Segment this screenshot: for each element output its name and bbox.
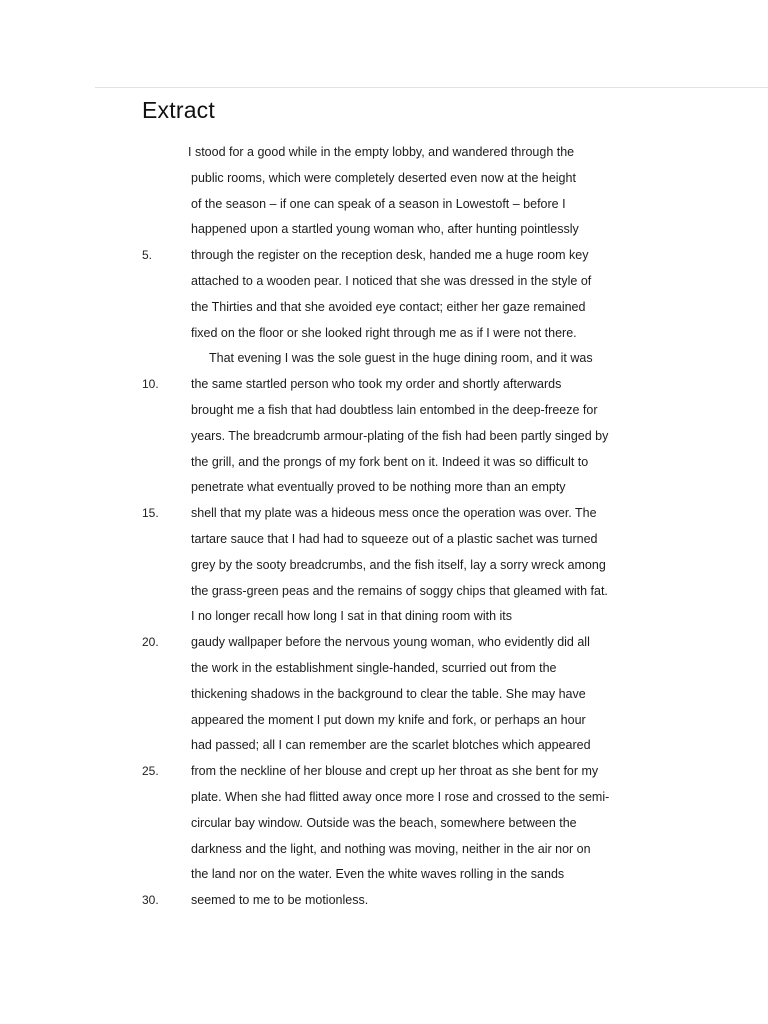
line-text: from the neckline of her blouse and crept up her throat as she bent for my: [191, 764, 599, 778]
line-text: tartare sauce that I had had to squeeze out of a plastic sachet was turned: [191, 532, 598, 546]
text-line: [0, 606, 768, 626]
line-text: shell that my plate was a hideous mess once the operation was over. The: [191, 506, 597, 520]
text-line: [0, 787, 768, 807]
line-text: thickening shadows in the background to clear the table. She may have: [191, 687, 586, 701]
line-number: 10.: [142, 377, 159, 391]
page-title: Extract: [142, 97, 215, 123]
line-number: 5.: [142, 248, 153, 262]
line-text: brought me a fish that had doubtless lain entombed in the deep-freeze for: [191, 403, 598, 417]
line-text: grey by the sooty breadcrumbs, and the fish itself, lay a sorry wreck among: [191, 558, 606, 572]
text-line: [0, 219, 768, 239]
text-line: [0, 477, 768, 497]
line-text: fixed on the floor or she looked right through me as if I were not there.: [191, 326, 577, 340]
line-text: had passed; all I can remember are the scarlet blotches which appeared: [191, 738, 591, 752]
line-number: 20.: [142, 635, 159, 649]
line-text: darkness and the light, and nothing was moving, neither in the air nor on: [191, 842, 591, 856]
line-text: public rooms, which were completely deserted even now at the height: [191, 171, 576, 185]
line-text: happened upon a startled young woman who, after hunting pointlessly: [191, 222, 579, 236]
text-line: [0, 426, 768, 446]
text-line: [0, 297, 768, 317]
line-text: circular bay window. Outside was the beach, somewhere between the: [191, 816, 577, 830]
text-line: [0, 864, 768, 884]
text-line: [0, 761, 768, 781]
text-line: [0, 684, 768, 704]
text-line: [0, 813, 768, 833]
line-text: penetrate what eventually proved to be nothing more than an empty: [191, 480, 566, 494]
text-line: [0, 142, 768, 162]
text-line: [0, 271, 768, 291]
line-text: plate. When she had flitted away once more I rose and crossed to the semi-: [191, 790, 610, 804]
line-number: 30.: [142, 893, 159, 907]
text-line: [0, 658, 768, 678]
line-text: the grass-green peas and the remains of soggy chips that gleamed with fat.: [191, 584, 608, 598]
line-text: appeared the moment I put down my knife and fork, or perhaps an hour: [191, 713, 586, 727]
text-line: [0, 245, 768, 265]
line-text: the same startled person who took my order and shortly afterwards: [191, 377, 562, 391]
text-line: [0, 168, 768, 188]
line-text: through the register on the reception desk, handed me a huge room key: [191, 248, 589, 262]
text-line: [0, 890, 768, 910]
text-line: [0, 555, 768, 575]
text-line: [0, 348, 768, 368]
line-text: That evening I was the sole guest in the huge dining room, and it was: [209, 351, 593, 365]
text-line: [0, 323, 768, 343]
text-line: [0, 374, 768, 394]
line-text: the grill, and the prongs of my fork bent on it. Indeed it was so difficult to: [191, 455, 589, 469]
line-text: the work in the establishment single-handed, scurried out from the: [191, 661, 557, 675]
line-number: 25.: [142, 764, 159, 778]
line-text: the Thirties and that she avoided eye contact; either her gaze remained: [191, 300, 586, 314]
line-text: seemed to me to be motionless.: [191, 893, 369, 907]
line-number: 15.: [142, 506, 159, 520]
text-line: [0, 710, 768, 730]
line-text: the land nor on the water. Even the white waves rolling in the sands: [191, 867, 565, 881]
line-text: of the season – if one can speak of a season in Lowestoft – before I: [191, 197, 566, 211]
text-line: [0, 581, 768, 601]
line-text: attached to a wooden pear. I noticed that she was dressed in the style of: [191, 274, 592, 288]
text-line: [0, 194, 768, 214]
line-text: gaudy wallpaper before the nervous young woman, who evidently did all: [191, 635, 590, 649]
text-line: [0, 452, 768, 472]
line-text: years. The breadcrumb armour-plating of the fish had been partly singed by: [191, 429, 609, 443]
line-text: I stood for a good while in the empty lobby, and wandered through the: [188, 145, 575, 159]
text-line: [0, 632, 768, 652]
text-line: [0, 400, 768, 420]
line-text: I no longer recall how long I sat in that dining room with its: [191, 609, 513, 623]
text-line: [0, 735, 768, 755]
text-line: [0, 839, 768, 859]
text-line: [0, 503, 768, 523]
text-line: [0, 529, 768, 549]
